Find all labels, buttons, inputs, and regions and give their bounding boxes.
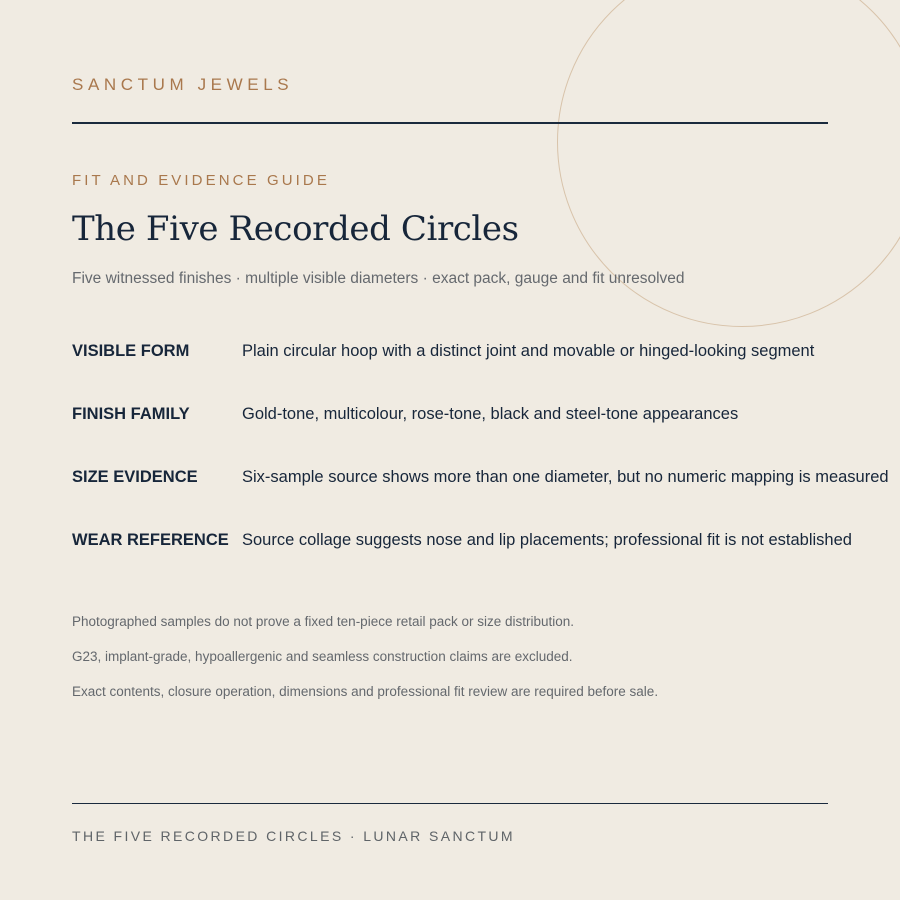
page-title: The Five Recorded Circles: [72, 209, 519, 249]
footer-text: THE FIVE RECORDED CIRCLES · LUNAR SANCTUM: [72, 828, 515, 844]
header-divider: [72, 122, 828, 124]
disclaimer-note: G23, implant-grade, hypoallergenic and seamless construction claims are excluded.: [72, 649, 573, 664]
disclaimer-note: Exact contents, closure operation, dimensions and professional fit review are required before sale.: [72, 684, 659, 699]
spec-value: Gold-tone, multicolour, rose-tone, black and steel-tone appearances: [242, 405, 739, 423]
spec-label: VISIBLE FORM: [72, 342, 190, 360]
page-subtitle: Five witnessed finishes · multiple visible diameters · exact pack, gauge and fit unresolved: [72, 270, 685, 287]
brand-name: SANCTUM JEWELS: [72, 75, 294, 94]
spec-value: Six-sample source shows more than one diameter, but no numeric mapping is measured: [242, 468, 889, 486]
footer-divider: [72, 803, 828, 804]
spec-value: Source collage suggests nose and lip placements; professional fit is not established: [242, 531, 852, 549]
spec-value: Plain circular hoop with a distinct joint and movable or hinged-looking segment: [242, 342, 815, 360]
spec-label: SIZE EVIDENCE: [72, 468, 198, 486]
spec-label: FINISH FAMILY: [72, 405, 190, 423]
disclaimer-note: Photographed samples do not prove a fixed ten-piece retail pack or size distribution.: [72, 614, 575, 629]
spec-label: WEAR REFERENCE: [72, 531, 229, 549]
page-eyebrow: FIT AND EVIDENCE GUIDE: [72, 172, 330, 189]
